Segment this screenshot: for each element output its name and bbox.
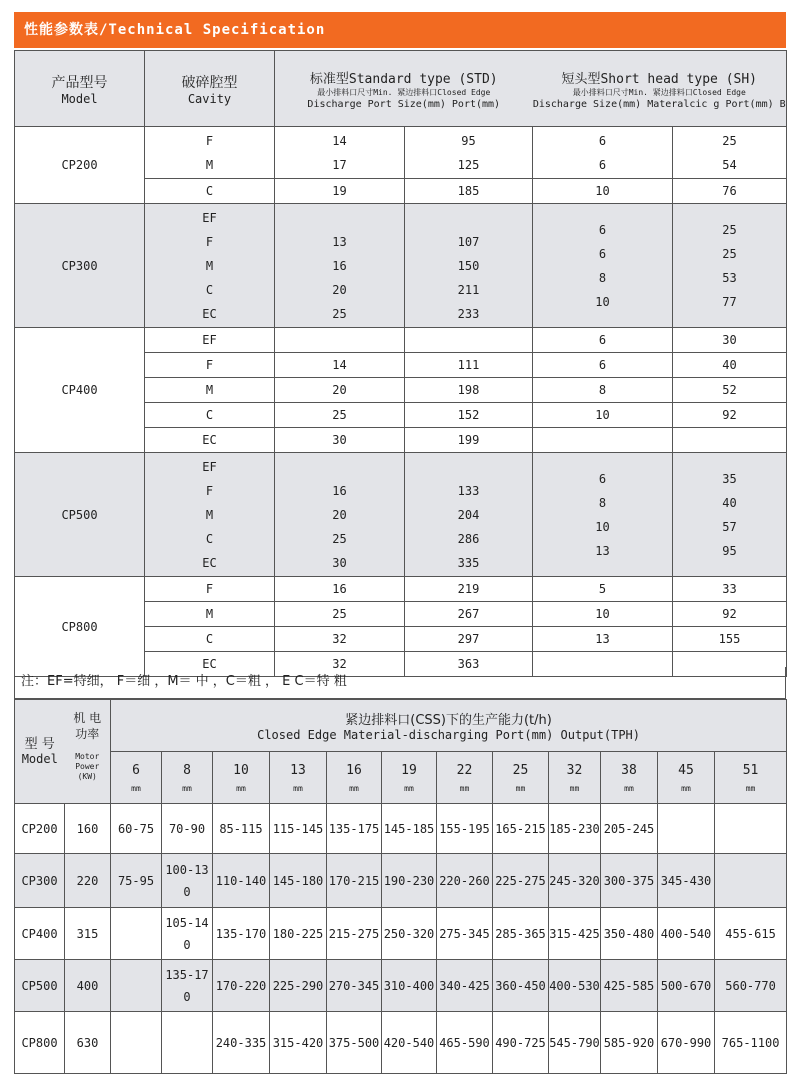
- spec-std-css-cell: 297: [405, 627, 533, 652]
- capacity-value-cell: 360-450: [493, 960, 549, 1012]
- spec-std-css-cell: 133 204 286 335: [405, 453, 533, 577]
- capacity-value-cell: 350-480: [601, 908, 658, 960]
- spec-sh-min-cell: 6: [533, 353, 673, 378]
- capacity-power-header-cn: 机 电 功率: [65, 700, 111, 752]
- spec-row: [15, 453, 787, 577]
- spec-sh-css-cell: 40: [673, 353, 787, 378]
- capacity-model-cell: CP800: [15, 1012, 65, 1074]
- spec-sh-css-cell: 33: [673, 577, 787, 602]
- capacity-value-cell: 765-1100: [715, 1012, 787, 1074]
- capacity-value-cell: 345-430: [658, 854, 715, 908]
- capacity-size-value: 16: [346, 762, 362, 778]
- capacity-size-header: [601, 752, 658, 804]
- capacity-value-cell: 400-530: [549, 960, 601, 1012]
- capacity-value-cell: [715, 854, 787, 908]
- capacity-row: [15, 854, 787, 908]
- spec-sh-css-cell: 155: [673, 627, 787, 652]
- capacity-size-value: 8: [183, 762, 191, 778]
- capacity-size-value: 51: [742, 762, 759, 778]
- spec-std-min-cell: 13 16 20 25: [275, 204, 405, 328]
- spec-cavity-cell: EC: [145, 652, 275, 677]
- spec-sh-css-cell: 92: [673, 602, 787, 627]
- capacity-size-header: [327, 752, 382, 804]
- spec-sh-css-cell: 52: [673, 378, 787, 403]
- capacity-size-unit: mm: [681, 783, 691, 793]
- capacity-model-cell: CP300: [15, 854, 65, 908]
- capacity-row: [15, 960, 787, 1012]
- capacity-value-cell: 185-230: [549, 804, 601, 854]
- spec-std-min-cell: 14 17: [275, 127, 405, 179]
- spec-std-css-cell: 363: [405, 652, 533, 677]
- spec-sh-min-cell: 10: [533, 179, 673, 204]
- capacity-value-cell: 205-245: [601, 804, 658, 854]
- capacity-value-cell: 275-345: [437, 908, 493, 960]
- spec-sh-css-cell: 25 54: [673, 127, 787, 179]
- spec-std-css-cell: 107 150 211 233: [405, 204, 533, 328]
- spec-model-cell: CP400: [15, 328, 145, 453]
- spec-std-min-cell: 16 20 25 30: [275, 453, 405, 577]
- sh-header: [533, 51, 787, 127]
- capacity-value-cell: 220-260: [437, 854, 493, 908]
- capacity-model-header-cn: 型 号: [15, 700, 65, 752]
- spec-std-css-cell: 111: [405, 353, 533, 378]
- capacity-row: [15, 1012, 787, 1074]
- capacity-value-cell: 545-790: [549, 1012, 601, 1074]
- spec-header-row: [15, 51, 787, 127]
- capacity-size-value: 32: [566, 762, 583, 778]
- model-header: [15, 51, 145, 127]
- spec-sh-min-cell: 10: [533, 602, 673, 627]
- capacity-value-cell: 225-290: [270, 960, 327, 1012]
- capacity-value-cell: 225-275: [493, 854, 549, 908]
- capacity-value-cell: 455-615: [715, 908, 787, 960]
- capacity-value-cell: 170-220: [213, 960, 270, 1012]
- capacity-value-cell: 85-115: [213, 804, 270, 854]
- capacity-value-cell: 145-180: [270, 854, 327, 908]
- spec-cavity-cell: EF F M C EC: [145, 204, 275, 328]
- capacity-power-cell: 315: [65, 908, 111, 960]
- std-header-sub2: Discharge Port Size(mm) Port(mm): [307, 98, 501, 110]
- spec-sh-min-cell: 6 6: [533, 127, 673, 179]
- capacity-size-unit: mm: [569, 783, 580, 793]
- spec-std-min-cell: 25: [275, 403, 405, 428]
- spec-std-css-cell: 152: [405, 403, 533, 428]
- spec-std-min-cell: 19: [275, 179, 405, 204]
- capacity-value-cell: 425-585: [601, 960, 658, 1012]
- spec-table: [14, 50, 787, 677]
- capacity-value-cell: 270-345: [327, 960, 382, 1012]
- capacity-table: [14, 699, 787, 1074]
- capacity-value-cell: 240-335: [213, 1012, 270, 1074]
- sh-header-title: 短头型Short head type (SH): [561, 71, 758, 87]
- capacity-value-cell: 315-425: [549, 908, 601, 960]
- std-header: [275, 51, 533, 127]
- spec-cavity-cell: C: [145, 627, 275, 652]
- capacity-value-cell: 310-400: [382, 960, 437, 1012]
- capacity-row: [15, 804, 787, 854]
- capacity-header-row-2: [15, 752, 787, 804]
- spec-cavity-cell: C: [145, 179, 275, 204]
- spec-model-cell: CP300: [15, 204, 145, 328]
- spec-cavity-cell: C: [145, 403, 275, 428]
- spec-std-min-cell: 25: [275, 602, 405, 627]
- capacity-size-unit: mm: [236, 783, 246, 793]
- capacity-value-cell: [715, 804, 787, 854]
- capacity-value-cell: [111, 1012, 162, 1074]
- capacity-size-value: 25: [512, 762, 529, 778]
- spec-cavity-cell: EF: [145, 328, 275, 353]
- capacity-value-cell: 300-375: [601, 854, 658, 908]
- spec-std-css-cell: 219: [405, 577, 533, 602]
- capacity-value-cell: 75-95: [111, 854, 162, 908]
- capacity-size-unit: mm: [182, 783, 192, 793]
- capacity-power-cell: 160: [65, 804, 111, 854]
- capacity-size-value: 38: [621, 762, 637, 778]
- spec-std-min-cell: 30: [275, 428, 405, 453]
- capacity-value-cell: 135-170: [162, 960, 213, 1012]
- sh-header-sub2: Discharge Size(mm) Materalcic g Port(mm) B: [532, 98, 786, 110]
- capacity-value-cell: [658, 804, 715, 854]
- capacity-title: [111, 700, 787, 752]
- capacity-value-cell: 465-590: [437, 1012, 493, 1074]
- std-header-sub1: 最小排料口尺寸Min. 紧边排料口Closed Edge: [317, 87, 491, 97]
- capacity-value-cell: 135-170: [213, 908, 270, 960]
- capacity-size-value: 10: [233, 762, 249, 778]
- capacity-size-unit: mm: [624, 783, 634, 793]
- spec-std-min-cell: 32: [275, 627, 405, 652]
- spec-std-min-cell: 16: [275, 577, 405, 602]
- capacity-size-unit: mm: [745, 783, 756, 793]
- spec-cavity-cell: EC: [145, 428, 275, 453]
- capacity-size-value: 13: [290, 762, 306, 778]
- spec-cavity-cell: M: [145, 378, 275, 403]
- capacity-size-header: [213, 752, 270, 804]
- capacity-size-value: 6: [132, 762, 140, 778]
- capacity-value-cell: 670-990: [658, 1012, 715, 1074]
- capacity-size-header: [549, 752, 601, 804]
- capacity-size-value: 19: [401, 762, 417, 778]
- spec-std-css-cell: 185: [405, 179, 533, 204]
- spec-std-css-cell: [405, 328, 533, 353]
- capacity-size-unit: mm: [293, 783, 303, 793]
- capacity-value-cell: 110-140: [213, 854, 270, 908]
- capacity-value-cell: 105-140: [162, 908, 213, 960]
- capacity-value-cell: 100-130: [162, 854, 213, 908]
- spec-sh-css-cell: 35 40 57 95: [673, 453, 787, 577]
- capacity-header-row-1: [15, 700, 787, 752]
- spec-std-css-cell: 95 125: [405, 127, 533, 179]
- spec-sh-min-cell: 6 6 8 10: [533, 204, 673, 328]
- spec-std-css-cell: 267: [405, 602, 533, 627]
- spec-std-min-cell: 32: [275, 652, 405, 677]
- capacity-value-cell: 420-540: [382, 1012, 437, 1074]
- capacity-value-cell: [111, 908, 162, 960]
- capacity-value-cell: 155-195: [437, 804, 493, 854]
- capacity-power-cell: 220: [65, 854, 111, 908]
- capacity-value-cell: 400-540: [658, 908, 715, 960]
- capacity-value-cell: [162, 1012, 213, 1074]
- spec-cavity-cell: F: [145, 353, 275, 378]
- capacity-value-cell: 115-145: [270, 804, 327, 854]
- spec-sh-min-cell: 13: [533, 627, 673, 652]
- capacity-size-unit: mm: [404, 783, 414, 793]
- spec-std-min-cell: [275, 328, 405, 353]
- spec-row: [15, 127, 787, 179]
- spec-std-css-cell: 199: [405, 428, 533, 453]
- spec-model-cell: CP500: [15, 453, 145, 577]
- capacity-value-cell: 60-75: [111, 804, 162, 854]
- capacity-value-cell: 560-770: [715, 960, 787, 1012]
- capacity-title-cn: 紧边排料口(CSS)下的生产能力(t/h): [345, 713, 552, 728]
- capacity-value-cell: 285-365: [493, 908, 549, 960]
- spec-sh-css-cell: 92: [673, 403, 787, 428]
- capacity-value-cell: 585-920: [601, 1012, 658, 1074]
- spec-std-min-cell: 20: [275, 378, 405, 403]
- capacity-size-header: [715, 752, 787, 804]
- capacity-size-header: [162, 752, 213, 804]
- cavity-note: 注：EF=特细， F＝细 ，M＝ 中 ，C＝粗 ， E C＝特 粗: [14, 667, 786, 699]
- cavity-header: [145, 51, 275, 127]
- capacity-value-cell: 135-175: [327, 804, 382, 854]
- spec-sh-min-cell: 5: [533, 577, 673, 602]
- spec-sh-min-cell: 10: [533, 403, 673, 428]
- cavity-header-en: Cavity: [187, 91, 232, 106]
- capacity-value-cell: 490-725: [493, 1012, 549, 1074]
- capacity-power-cell: 400: [65, 960, 111, 1012]
- sh-header-sub1: 最小排料口尺寸Min. 紧边排料口Closed Edge: [572, 87, 746, 97]
- capacity-value-cell: 165-215: [493, 804, 549, 854]
- spec-sh-css-cell: 76: [673, 179, 787, 204]
- capacity-value-cell: 340-425: [437, 960, 493, 1012]
- capacity-row: [15, 908, 787, 960]
- capacity-model-header-en: Model: [15, 752, 65, 804]
- spec-sh-css-cell: 30: [673, 328, 787, 353]
- capacity-model-cell: CP400: [15, 908, 65, 960]
- capacity-value-cell: 170-215: [327, 854, 382, 908]
- spec-row: [15, 204, 787, 328]
- spec-std-min-cell: 14: [275, 353, 405, 378]
- capacity-size-header: [437, 752, 493, 804]
- capacity-value-cell: [111, 960, 162, 1012]
- capacity-model-cell: CP200: [15, 804, 65, 854]
- spec-std-css-cell: 198: [405, 378, 533, 403]
- capacity-value-cell: 500-670: [658, 960, 715, 1012]
- spec-sh-css-cell: [673, 428, 787, 453]
- capacity-size-unit: mm: [349, 783, 359, 793]
- capacity-size-value: 45: [678, 762, 694, 778]
- capacity-size-header: [658, 752, 715, 804]
- capacity-size-header: [493, 752, 549, 804]
- capacity-size-value: 22: [456, 762, 473, 778]
- spec-sh-min-cell: 6 8 10 13: [533, 453, 673, 577]
- capacity-size-unit: mm: [515, 783, 526, 793]
- spec-cavity-cell: F M: [145, 127, 275, 179]
- spec-model-cell: CP200: [15, 127, 145, 204]
- spec-model-cell: CP800: [15, 577, 145, 677]
- spec-cavity-cell: M: [145, 602, 275, 627]
- page-title: 性能参数表/Technical Specification: [14, 12, 786, 48]
- capacity-title-en: Closed Edge Material-discharging Port(mm) Output(TPH): [257, 728, 640, 742]
- spec-sh-min-cell: 8: [533, 378, 673, 403]
- capacity-model-cell: CP500: [15, 960, 65, 1012]
- capacity-value-cell: 145-185: [382, 804, 437, 854]
- spec-sh-min-cell: 6: [533, 328, 673, 353]
- capacity-size-header: [270, 752, 327, 804]
- capacity-value-cell: 315-420: [270, 1012, 327, 1074]
- capacity-power-cell: 630: [65, 1012, 111, 1074]
- spec-row: [15, 328, 787, 353]
- std-header-title: 标准型Standard type (STD): [309, 71, 498, 87]
- spec-sh-min-cell: [533, 428, 673, 453]
- capacity-value-cell: 375-500: [327, 1012, 382, 1074]
- capacity-value-cell: 190-230: [382, 854, 437, 908]
- capacity-value-cell: 250-320: [382, 908, 437, 960]
- spec-cavity-cell: F: [145, 577, 275, 602]
- capacity-size-unit: mm: [131, 783, 141, 793]
- capacity-value-cell: 215-275: [327, 908, 382, 960]
- capacity-value-cell: 70-90: [162, 804, 213, 854]
- model-header-cn: 产品型号: [51, 74, 108, 91]
- capacity-power-header-en: Motor Power (KW): [65, 752, 111, 804]
- cavity-header-cn: 破碎腔型: [181, 74, 238, 91]
- capacity-size-header: [111, 752, 162, 804]
- capacity-value-cell: 180-225: [270, 908, 327, 960]
- spec-cavity-cell: EF F M C EC: [145, 453, 275, 577]
- spec-row: [15, 577, 787, 602]
- capacity-value-cell: 245-320: [549, 854, 601, 908]
- spec-sh-css-cell: 25 25 53 77: [673, 204, 787, 328]
- capacity-size-unit: mm: [459, 783, 470, 793]
- model-header-en: Model: [61, 91, 98, 106]
- capacity-size-header: [382, 752, 437, 804]
